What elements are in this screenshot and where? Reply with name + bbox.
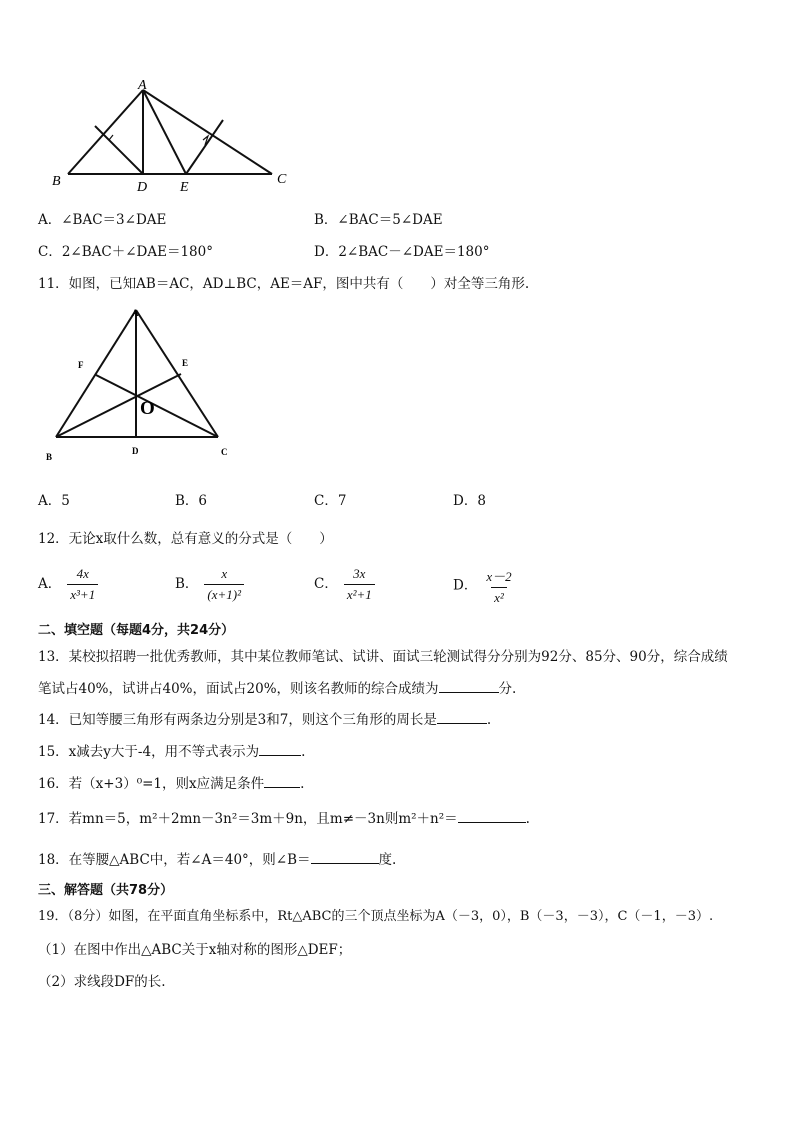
q14-tail: . xyxy=(486,712,492,728)
q11-label-d: D xyxy=(132,446,139,456)
q12-option-c-letter: C． xyxy=(314,576,338,592)
q10-figure xyxy=(48,78,298,196)
q12-option-b-numerator: x xyxy=(221,566,228,581)
q14-line xyxy=(38,708,491,728)
q12-option-c-denominator: x²+1 xyxy=(344,584,375,603)
q12-option-b-denominator: (x+1)² xyxy=(204,584,244,603)
q10-line-ac xyxy=(143,90,272,174)
q14-text: 14．已知等腰三角形有两条边分别是3和7，则这个三角形的周长是 xyxy=(38,712,437,728)
q11-label-b: B xyxy=(46,452,53,462)
q16-line xyxy=(38,772,304,792)
q12-option-d-numerator: x－2 xyxy=(486,569,512,584)
q13-answer-blank[interactable] xyxy=(439,680,499,693)
q12-text: 12．无论x取什么数，总有意义的分式是（ ） xyxy=(38,531,333,547)
q18-line xyxy=(38,848,396,868)
q11-line-cf xyxy=(96,375,218,437)
q11-option-b: B．6 xyxy=(175,493,208,509)
q11-label-c: C xyxy=(221,447,228,457)
q10-option-a: A．∠BAC＝3∠DAE xyxy=(38,212,167,228)
q16-answer-blank[interactable] xyxy=(264,775,300,788)
q10-option-b: B．∠BAC＝5∠DAE xyxy=(314,212,443,228)
q19-sub-1: （1）在图中作出△ABC关于x轴对称的图形△DEF； xyxy=(38,942,352,958)
q18-text: 18．在等腰△ABC中，若∠A＝40°，则∠B＝ xyxy=(38,852,311,868)
q11-figure xyxy=(40,302,240,464)
q12-option-a-fraction xyxy=(67,566,98,603)
q11-option-d: D．8 xyxy=(453,493,486,509)
q12-option-b-letter: B． xyxy=(175,576,199,592)
q10-option-d: D．2∠BAC－∠DAE＝180° xyxy=(314,244,490,260)
q15-answer-blank[interactable] xyxy=(259,743,301,756)
q12-option-c xyxy=(314,566,375,603)
q10-label-e: E xyxy=(180,180,189,195)
q11-label-f: F xyxy=(78,360,84,370)
q12-option-b-fraction xyxy=(204,566,244,603)
q19-sub-2: （2）求线段DF的长. xyxy=(38,974,166,990)
q13-tail: 分. xyxy=(498,681,517,697)
q15-tail: . xyxy=(301,744,306,760)
q12-option-a-denominator: x³+1 xyxy=(67,584,98,603)
q17-tail: . xyxy=(525,811,530,827)
q19-text: 19．（8分）如图，在平面直角坐标系中，Rt△ABC的三个顶点坐标为A（－3，0），B（－3，－3），C（－1，－3）. xyxy=(38,909,714,924)
section-2-heading: 二、填空题（每题4分，共24分） xyxy=(38,623,235,638)
q12-option-b xyxy=(175,566,244,603)
q11-option-a: A．5 xyxy=(38,493,70,509)
q17-line xyxy=(38,807,530,827)
q10-bisector-left xyxy=(95,126,143,174)
q10-option-c: C．2∠BAC＋∠DAE＝180° xyxy=(38,244,213,260)
q12-option-d-fraction xyxy=(483,566,514,606)
q10-line-ae xyxy=(143,90,186,174)
q12-option-c-fraction xyxy=(344,566,375,603)
q17-text: 17．若mn＝5，m²＋2mn－3n²＝3m＋9n，且m≠－3n则m²＋n²＝ xyxy=(38,811,458,827)
q12-option-d-letter: D． xyxy=(453,577,478,594)
section-3-heading: 三、解答题（共78分） xyxy=(38,883,174,898)
q16-tail: . xyxy=(300,776,305,792)
q11-label-a: A xyxy=(132,308,139,318)
q12-option-c-numerator: 3x xyxy=(353,566,366,581)
q18-tail: 度. xyxy=(378,852,397,868)
q14-answer-blank[interactable] xyxy=(437,711,487,724)
q12-option-a xyxy=(38,566,98,603)
q12-option-d xyxy=(453,566,515,606)
q11-text: 11．如图，已知AB＝AC，AD⊥BC，AE＝AF，图中共有（ ）对全等三角形. xyxy=(38,276,530,292)
q11-option-c: C．7 xyxy=(314,493,347,509)
q12-option-d-denominator: x² xyxy=(491,587,507,606)
q18-answer-blank[interactable] xyxy=(311,851,379,864)
q16-text: 16．若（x+3）⁰=1，则x应满足条件 xyxy=(38,776,265,792)
q11-label-o: O xyxy=(140,398,155,419)
q13-line-2-text: 笔试占40%，试讲占40%，面试占20%，则该名教师的综合成绩为 xyxy=(38,681,439,697)
q12-option-a-letter: A． xyxy=(38,576,62,592)
q10-label-b: B xyxy=(52,174,61,189)
q13-line-1: 13．某校拟招聘一批优秀教师，其中某位教师笔试、试讲、面试三轮测试得分分别为92分、85分、90分，综合成绩 xyxy=(38,649,728,665)
q15-text: 15．x减去y大于-4，用不等式表示为 xyxy=(38,744,260,760)
q17-answer-blank[interactable] xyxy=(458,810,526,823)
q10-bisector-right xyxy=(186,120,223,174)
q10-label-a: A xyxy=(138,78,147,93)
q13-line-2 xyxy=(38,677,516,697)
q15-line xyxy=(38,740,305,760)
q10-label-c: C xyxy=(277,172,287,187)
q12-option-a-numerator: 4x xyxy=(76,566,89,581)
q10-right-angle-mark-left xyxy=(105,135,113,140)
q10-label-d: D xyxy=(137,180,148,195)
q11-label-e: E xyxy=(182,358,189,368)
